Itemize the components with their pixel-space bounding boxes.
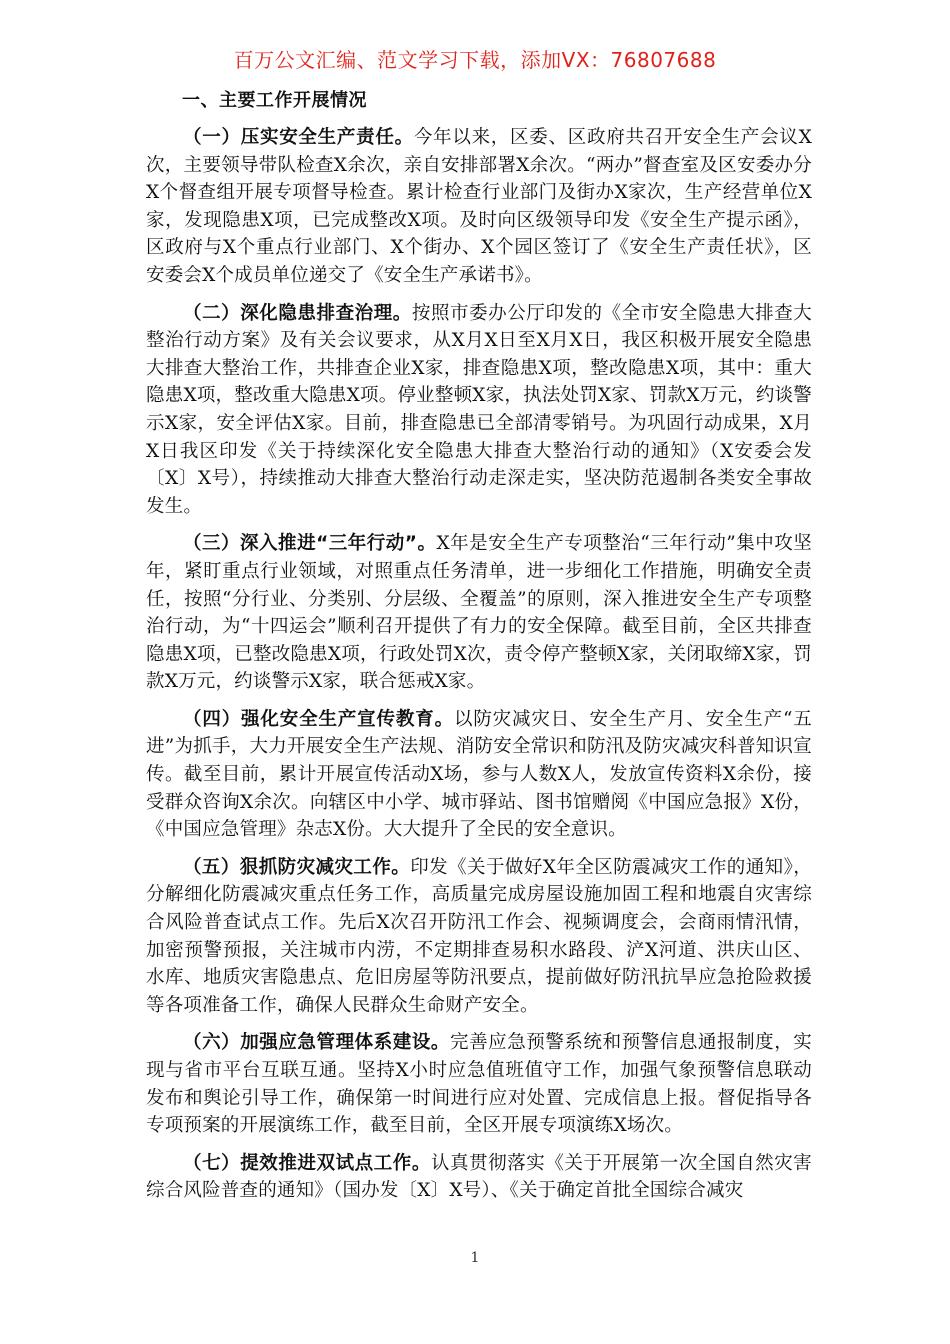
- paragraph-lead: （五）狠抓防灾减灾工作。: [183, 856, 411, 878]
- paragraph-body: 按照市委办公厅印发的《全市安全隐患大排查大整治行动方案》及有关会议要求，从X月X日至X月X日，我区积极开展安全隐患大排查大整治工作，共排查企业X家，排查隐患X项，整改隐患X项，其中：重大隐患X项，整改重大隐患X项。停业整顿X家，执法处罚X家、罚款X万元，约谈警示X家，安全评估X家。目前，排查隐患已全部清零销号。为巩固行动成果，X月X日我区印发《关于持续深化安全隐患大排查大整治行动的通知》（X安委会发〔X〕X号），持续推动大排查大整治行动走深走实，坚决防范遏制各类安全事故发生。: [146, 302, 813, 517]
- paragraph-lead: （四）强化安全生产宣传教育。: [183, 708, 454, 730]
- page-number: 1: [470, 1250, 480, 1266]
- paragraph-6: [146, 1029, 812, 1139]
- paragraph-body: X年是安全生产专项整治“三年行动”集中攻坚年，紧盯重点行业领域，对照重点任务清单，进一步细化工作措施，明确安全责任，按照“分行业、分类别、分层级、全覆盖”的原则，深入推进安全生产专项整治行动，为“十四运会”顺利召开提供了有力的安全保障。截至目前，全区共排查隐患X项，已整改隐患X项，行政处罚X次，责令停产整顿X家，关闭取缔X家，罚款X万元，约谈警示X家，联合惩戒X家。: [146, 533, 812, 693]
- paragraph-1: [146, 124, 812, 290]
- paragraph-4: [146, 706, 812, 844]
- watermark-banner: 百万公文汇编、范文学习下载，添加VX：76807688: [233, 48, 717, 72]
- paragraph-lead: （一）压实安全生产责任。: [183, 127, 414, 148]
- paragraph-5: [146, 854, 812, 1020]
- paragraph-3: [146, 530, 812, 696]
- paragraph-body: 完善应急预警系统和预警信息通报制度，实现与省市平台互联互通。坚持X小时应急值班值守工作，加强气象预警信息联动发布和舆论引导工作，确保第一时间进行应对处置、完成信息上报。督促指导各专项预案的开展演练工作，截至目前，全区开展专项演练X场次。: [146, 1032, 812, 1137]
- paragraph-lead: （六）加强应急管理体系建设。: [183, 1032, 450, 1054]
- paragraph-lead: （二）深化隐患排查治理。: [183, 302, 412, 324]
- paragraph-body: 以防灾减灾日、安全生产月、安全生产“五进”为抓手，大力开展安全生产法规、消防安全常识和防汛及防灾减灾科普知识宣传。截至目前，累计开展宣传活动X场，参与人数X人，发放宣传资料X余份，接受群众咨询X余次。向辖区中小学、城市驿站、图书馆赠阅《中国应急报》X份，《中国应急管理》杂志X份。大大提升了全民的安全意识。: [146, 708, 812, 841]
- paragraph-body: 今年以来，区委、区政府共召开安全生产会议X次，主要领导带队检查X余次，亲自安排部署X余次。“两办”督查室及区安委办分X个督查组开展专项督导检查。累计检查行业部门及街办X家次，生产经营单位X家，发现隐患X项，已完成整改X项。及时向区级领导印发《安全生产提示函》，区政府与X个重点行业部门、X个街办、X个园区签订了《安全生产责任状》，区安委会X个成员单位递交了《安全生产承诺书》。: [146, 127, 812, 286]
- section-heading: 一、主要工作开展情况: [182, 90, 367, 111]
- paragraph-7: [146, 1150, 812, 1205]
- paragraph-body: 认真贯彻落实《关于开展第一次全国自然灾害综合风险普查的通知》（国办发〔X〕X号）、《关于确定首批全国综合减灾: [146, 1152, 812, 1202]
- document-body: [146, 88, 812, 1215]
- paragraph-lead: （七）提效推进双试点工作。: [183, 1152, 431, 1174]
- paragraph-body: 印发《关于做好X年全区防震减灾工作的通知》，分解细化防震减灾重点任务工作，高质量完成房屋设施加固工程和地震自灾害综合风险普查试点工作。先后X次召开防汛工作会、视频调度会，会商雨情汛情，加密预警预报，关注城市内涝，不定期排查易积水路段、浐X河道、洪庆山区、水库、地质灾害隐患点、危旧房屋等防汛要点，提前做好防汛抗旱应急抢险救援等各项准备工作，确保人民群众生命财产安全。: [146, 856, 812, 1016]
- paragraph-2: [146, 300, 812, 521]
- paragraph-lead: （三）深入推进“三年行动”。: [183, 533, 437, 555]
